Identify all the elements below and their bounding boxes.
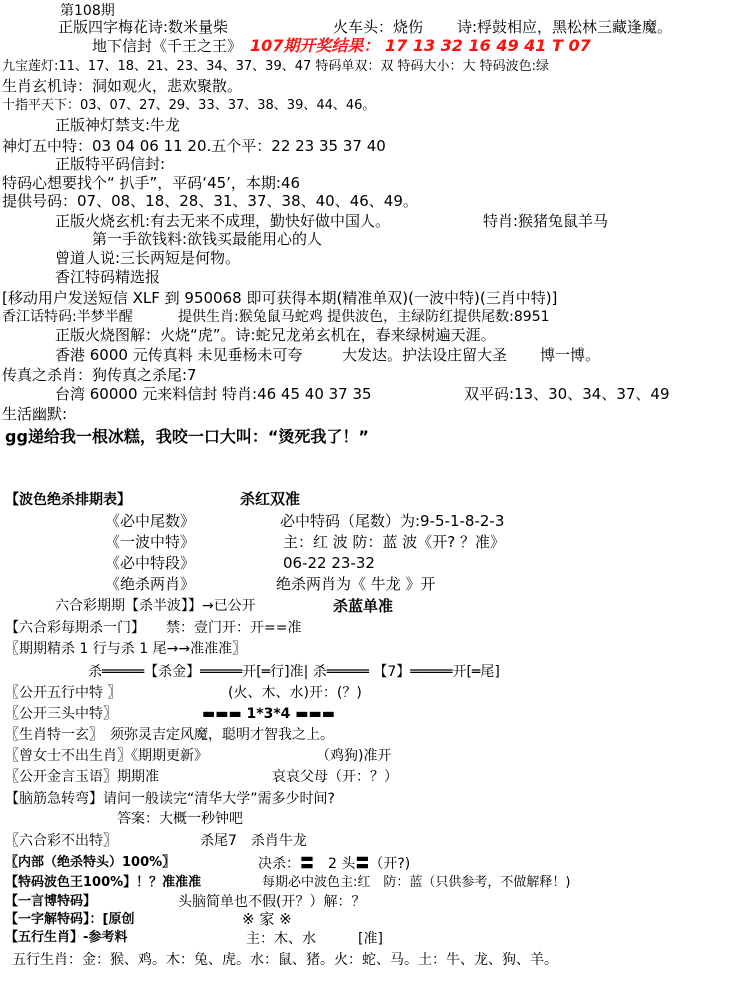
- fax-kill: 传真之杀肖：狗传真之杀尾:7: [2, 366, 197, 384]
- color-king-value: 每期必中波色主:红 防：蓝（只供参考，不做解释！): [262, 875, 571, 890]
- zodiac-mystery: 〖生肖特一玄〗 须弥灵吉定风魔，聪明才智我之上。: [5, 727, 334, 743]
- kill-red-double: 杀红双准: [240, 490, 301, 508]
- five-element-zodiac-list: 五行生肖：金：猴、鸡。木：兔、虎。水：鼠、猪。火：蛇、马。土：牛、龙、狗、羊。: [12, 952, 558, 968]
- hk-fax-c: 博一博。: [540, 346, 601, 364]
- one-wave-label: 《一波中特》: [105, 533, 196, 551]
- one-char-value: ※ 家 ※: [242, 910, 292, 928]
- three-head-label: 〖公开三头中特〗: [5, 706, 117, 722]
- one-wave-value: 主：红 波 防：蓝 波《开? ？准》: [283, 533, 506, 551]
- five-element-value: (火、木、水)开：(？): [228, 685, 362, 701]
- double-flat-numbers: 双平码:13、30、34、37、49: [464, 385, 670, 403]
- must-segment-value: 06-22 23-32: [283, 554, 375, 572]
- brain-teaser: 【脑筋急转弯】请问一般读完“清华大学”需多少时间?: [5, 791, 335, 807]
- fire-mystery: 正版火烧玄机:有去无来不成理，勤快好做中国人。: [55, 212, 391, 230]
- internal-kill-value: 决杀：〓 2 头〓（开?): [258, 856, 411, 872]
- kill-two-value: 绝杀两肖为《 牛龙 》开: [276, 575, 436, 593]
- kill-one-door: 【六合彩每期杀一门】 禁：壹门开：开==准: [5, 620, 302, 636]
- one-char-label: 【一字解特码】：[原创: [5, 912, 135, 927]
- provided-numbers: 提供号码：07、08、18、28、31、37、38、40、46、49。: [2, 192, 418, 210]
- special-wish: 特码心想要找个“ 扒手”，平码‘45’，本期:46: [2, 174, 301, 192]
- kill-two-label: 《绝杀两肖》: [105, 575, 196, 593]
- train-head: 火车头：烧伤: [333, 18, 424, 36]
- nine-lotus-numbers: 九宝莲灯:11、17、18、21、23、34、37、39、47 特码单双：双 特码大小：大 特码波色:绿: [2, 59, 550, 74]
- three-head-value: ▬▬▬ 1*3*4 ▬▬▬: [202, 706, 335, 722]
- provided-zodiac: 提供生肖:猴兔鼠马蛇鸡 提供波色，主绿防红提供尾数:8951: [178, 309, 550, 325]
- taiwan-envelope: 台湾 60000 元来料信封 特肖:46 45 40 37 35: [55, 385, 372, 403]
- ten-fingers-numbers: 十指平天下：03、07、27、29、33、37、38、39、44、46。: [2, 98, 376, 113]
- one-word-value: 头脑简单也不假(开？）解：？: [178, 894, 366, 910]
- color-king-label: 【特码波色王100%】！？准准准: [5, 875, 202, 890]
- ms-zeng-label: 〖曾女士不出生肖〗《期期更新》: [5, 748, 208, 764]
- special-envelope: 正版特平码信封:: [55, 155, 166, 173]
- internal-kill-label: 〖内部（绝杀特头）100%〗: [5, 855, 176, 870]
- five-zodiac-main: 主：木、水: [246, 931, 316, 947]
- five-zodiac-label: 【五行生肖】-参考料: [5, 930, 128, 945]
- underground-envelope: 地下信封《千王之王》: [92, 37, 243, 55]
- ms-zeng-value: （鸡狗)准开: [316, 748, 392, 764]
- must-tail-label: 《必中尾数》: [105, 512, 196, 530]
- humor-joke: gg递给我一根冰糕，我咬一口大叫：“烫死我了！”: [5, 427, 369, 446]
- lamp-five-numbers: 神灯五中特：03 04 06 11 20.五个平：22 23 35 37 40: [2, 137, 386, 155]
- poem-line: 诗:桴鼓相应，黑松林三藏逢魔。: [457, 18, 673, 36]
- zeng-says: 曾道人说:三长两短是何物。: [55, 249, 241, 267]
- one-word-label: 【一言博特码】: [5, 894, 97, 909]
- plum-poem: 正版四字梅花诗:数米量柴: [58, 18, 229, 36]
- kill-element-tail: 杀═════【杀金】═════开[═行]准| 杀═════ 【7】═════开[═尾]: [88, 664, 500, 680]
- previous-draw-result: 107期开奖结果： 17 13 32 16 49 41 T 07: [250, 36, 591, 55]
- half-wave-kill: 六合彩期期【杀半波】】→已公开: [55, 598, 256, 614]
- five-element-label: 〖公开五行中特 〗: [5, 685, 122, 701]
- sms-promo: [移动用户发送短信 XLF 到 950068 即可获得本期(精准单双)(一波中特)(三肖中特)]: [2, 289, 558, 307]
- kill-one-line: 〖期期精杀 1 行与杀 1 尾→→准准准〗: [5, 641, 247, 657]
- kill-blue-single: 杀蓝单准: [333, 597, 394, 615]
- five-zodiac-accurate: [准]: [358, 931, 383, 947]
- xiangjiang-talk: 香江话特码:半梦半醒: [2, 309, 133, 325]
- special-zodiac: 特肖:猴猪兔鼠羊马: [483, 212, 609, 230]
- hk-fax-b: 大发达。护法设庄留大圣: [342, 346, 508, 364]
- must-segment-label: 《必中特段》: [105, 554, 196, 572]
- golden-words-label: 〖公开金言玉语〗期期准: [5, 769, 159, 785]
- lamp-ban: 正版神灯禁支:牛龙: [55, 116, 181, 134]
- no-special-value: 杀尾7 杀肖牛龙: [200, 833, 307, 849]
- first-hand-material: 第一手欲钱料:欲钱买最能用心的人: [92, 230, 323, 248]
- no-special-label: 〖六合彩不出特〗: [5, 833, 117, 849]
- humor-title: 生活幽默:: [2, 405, 68, 423]
- hk-fax: 香港 6000 元传真料 未见垂杨未可夸: [55, 346, 303, 364]
- issue-number: 第108期: [60, 3, 115, 19]
- zodiac-poem: 生肖玄机诗：洞如观火，悲欢聚散。: [2, 77, 243, 95]
- fire-picture: 正版火烧图解：火烧“虎”。诗:蛇兄龙弟玄机在，春来绿树遍天涯。: [55, 326, 496, 344]
- golden-words-value: 哀哀父母（开：？）: [272, 769, 398, 785]
- brain-teaser-answer: 答案：大概一秒钟吧: [117, 811, 243, 827]
- must-tail-value: 必中特码（尾数）为:9-5-1-8-2-3: [280, 512, 505, 530]
- xiangjiang-report: 香江特码精选报: [55, 268, 161, 286]
- color-kill-table: 【波色绝杀排期表】: [5, 492, 131, 508]
